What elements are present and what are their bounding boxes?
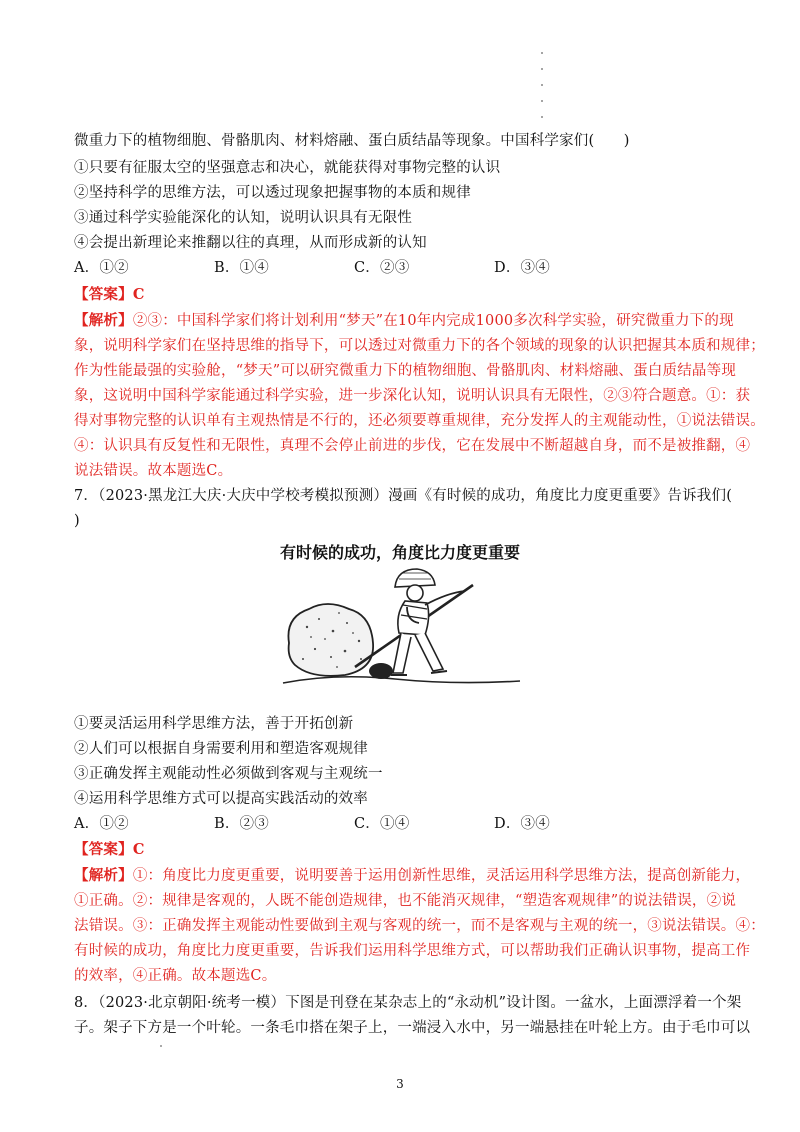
q6-analysis-line-1 [74, 311, 734, 331]
q7-option-a: A．①② [74, 816, 129, 832]
q7-option-d: D．③④ [494, 816, 550, 832]
q6-analysis-text-1: ②③：中国科学家们将计划利用“梦天”在10年内完成1000多次科学实验，研究微重力下的现 [132, 313, 734, 329]
page-number: 3 [396, 1077, 404, 1091]
q7-option-c: C．①④ [354, 816, 410, 832]
q6-item-2: ②坚持科学的思维方法，可以透过现象把握事物的本质和规律 [74, 185, 471, 201]
q6-item-3: ③通过科学实验能深化的认知，说明认识具有无限性 [74, 210, 413, 226]
q6-item-4: ④会提出新理论来推翻以往的真理，从而形成新的认知 [74, 235, 427, 251]
q7-analysis-line-1 [74, 866, 750, 886]
q7-analysis-text-1: ①：角度比力度更重要，说明要善于运用创新性思维，灵活运用科学思维方法，提高创新能力， [132, 868, 751, 884]
q6-option-c: C．②③ [354, 260, 410, 276]
q6-answer-value: C [132, 286, 145, 303]
q7-answer-value: C [132, 841, 145, 858]
q6-answer-label: 【答案】 [74, 286, 133, 303]
q7-item-3: ③正确发挥主观能动性必须做到客观与主观统一 [74, 766, 383, 782]
q7-options [74, 814, 634, 834]
q7-analysis-line-3: 法错误。③：正确发挥主观能动性要做到主观与客观的统一，而不是客观与主观的统一，③说法错误。④： [74, 918, 765, 934]
q6-analysis-line-7: 说法错误。故本题选C。 [74, 463, 233, 479]
q6-option-b: B．①④ [214, 260, 269, 276]
q6-analysis-line-3: 作为性能最强的实验舱，“梦天”可以研究微重力下的植物细胞、骨骼肌肉、材料熔融、蛋白质结晶等现 [74, 363, 737, 379]
q6-answer [74, 285, 145, 305]
q7-analysis-label: 【解析】 [74, 867, 133, 884]
q6-options [74, 258, 634, 278]
q8-stem-line-2: 子。架子下方是一个叶轮。一条毛巾搭在架子上，一端浸入水中，另一端悬挂在叶轮上方。由于毛巾可以 [74, 1020, 751, 1036]
stray-dot [160, 1045, 162, 1047]
q7-item-4: ④运用科学思维方式可以提高实践活动的效率 [74, 791, 368, 807]
q6-option-d: D．③④ [494, 260, 550, 276]
q6-analysis-line-6: ④：认识具有反复性和无限性，真理不会停止前进的步伐，它在发展中不断超越自身，而不是被推翻，④ [74, 438, 751, 454]
q8-stem-line-1: 8．（2023·北京朝阳·统考一模）下图是刊登在某杂志上的“永动机”设计图。一盆水，上面漂浮着一个架 [74, 995, 742, 1011]
q6-analysis-line-4: 象，这说明中国科学家能通过科学实验，进一步深化认知，说明认识具有无限性，②③符合题意。①：获 [74, 388, 751, 404]
q7-stem-line-2: ) [74, 513, 80, 529]
q6-item-1: ①只要有征服太空的坚强意志和决心，就能获得对事物完整的认识 [74, 160, 501, 176]
q7-answer-label: 【答案】 [74, 841, 133, 858]
q6-option-a: A．①② [74, 260, 129, 276]
q6-analysis-label: 【解析】 [74, 312, 133, 329]
q7-stem-line-1: 7．（2023·黑龙江大庆·大庆中学校考模拟预测）漫画《有时候的成功，角度比力度更重要》告诉我们( [74, 488, 733, 504]
q6-analysis-line-5: 得对事物完整的认识单有主观热情是不行的，还必须要尊重规律，充分发挥人的主观能动性，①说法错误。 [74, 413, 765, 429]
q7-answer [74, 840, 145, 860]
q7-item-2: ②人们可以根据自身需要利用和塑造客观规律 [74, 741, 368, 757]
q6-stem-tail: 微重力下的植物细胞、骨骼肌肉、材料熔融、蛋白质结晶等现象。中国科学家们( ) [74, 133, 630, 149]
cartoon-title: 有时候的成功，角度比力度更重要 [279, 543, 520, 562]
q7-option-b: B．②③ [214, 816, 269, 832]
q7-analysis-line-4: 有时候的成功，角度比力度更重要，告诉我们运用科学思维方式，可以帮助我们正确认识事物，提高工作 [74, 943, 751, 959]
q7-analysis-line-2: ①正确。②：规律是客观的，人既不能创造规律，也不能消灭规律，“塑造客观规律”的说法错误，②说 [74, 893, 737, 909]
q6-analysis-line-2: 象，说明科学家们在坚持思维的指导下，可以透过对微重力下的各个领域的现象的认识把握其本质和规律； [74, 338, 765, 354]
q7-analysis-line-5: 的效率，④正确。故本题选C。 [74, 968, 277, 984]
cartoon-worker-lever-rock [275, 565, 525, 690]
q7-item-1: ①要灵活运用科学思维方法，善于开拓创新 [74, 716, 354, 732]
